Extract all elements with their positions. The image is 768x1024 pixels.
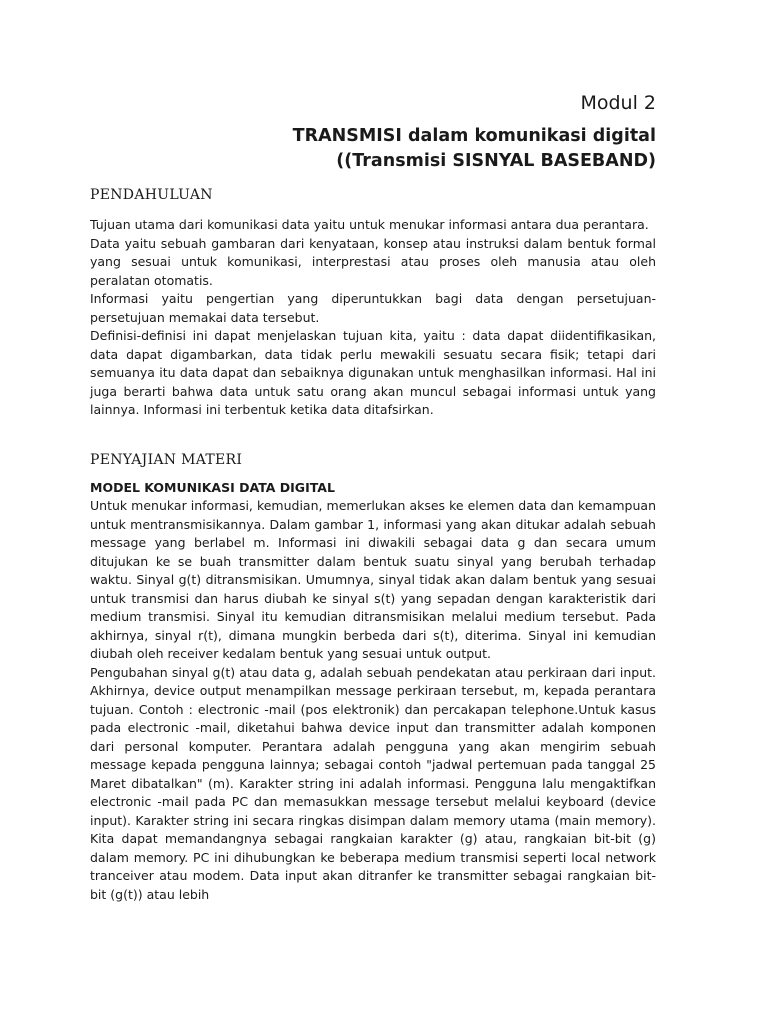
module-number: Modul 2 (580, 92, 656, 114)
section-heading-penyajian-materi: PENYAJIAN MATERI (90, 452, 243, 468)
title-line-2: ((Transmisi SISNYAL BASEBAND) (336, 151, 656, 171)
paragraph: Definisi-definisi ini dapat menjelaskan tujuan kita, yaitu : data dapat diidentifikasikan, data dapat digambarkan, data tidak perlu mewakili sesuatu secara fisik; tetapi dari semuanya itu data dapat dan sebaiknya digunakan untuk menghasilkan informasi. Hal ini juga berarti bahwa data untuk satu orang akan muncul sebagai informasi untuk yang lainnya. Informasi ini terbentuk ketika data ditafsirkan. (90, 328, 656, 417)
paragraph: Informasi yaitu pengertian yang diperuntukkan bagi data dengan persetujuan-persetujuan memakai data tersebut. (90, 291, 656, 325)
paragraph: Tujuan utama dari komunikasi data yaitu untuk menukar informasi antara dua perantara. (90, 217, 649, 232)
paragraph: Untuk menukar informasi, kemudian, memerlukan akses ke elemen data dan kemampuan untuk mentransmisikannya. Dalam gambar 1, informasi yang akan ditukar adalah sebuah message yang berlabel m. Informasi ini diwakili sebagai data g dan secara umum ditujukan ke se buah transmitter dalam bentuk suatu sinyal yang berubah terhadap waktu. Sinyal g(t) ditransmisikan. Umumnya, sinyal tidak akan dalam bentuk yang sesuai untuk transmisi dan harus diubah ke sinyal s(t) yang sepadan dengan karakteristik dari medium transmisi. Sinyal itu kemudian ditransmisikan melalui medium tersebut. Pada akhirnya, sinyal r(t), dimana mungkin berbeda dari s(t), diterima. Sinyal ini kemudian diubah oleh receiver kedalam bentuk yang sesuai untuk output. (90, 498, 656, 661)
title-line-1: TRANSMISI dalam komunikasi digital (292, 126, 656, 146)
document-page (90, 0, 656, 1024)
subheading-model-komunikasi: MODEL KOMUNIKASI DATA DIGITAL (90, 480, 335, 495)
section-heading-pendahuluan: PENDAHULUAN (90, 187, 213, 203)
paragraph: Data yaitu sebuah gambaran dari kenyataan, konsep atau instruksi dalam bentuk formal yang sesuai untuk komunikasi, interprestasi atau proses oleh manusia atau oleh peralatan otomatis. (90, 235, 656, 288)
document-title (293, 124, 656, 174)
paragraph: Pengubahan sinyal g(t) atau data g, adalah sebuah pendekatan atau perkiraan dari input. Akhirnya, device output menampilkan message perkiraan tersebut, m, kepada perantara tujuan. Contoh : electronic -mail (pos elektronik) dan percakapan telephone.Untuk kasus pada electronic -mail, diketahui bahwa device input dan transmitter adalah komponen dari personal komputer. Perantara adalah pengguna yang akan mengirim sebuah message kepada pengguna lainnya; sebagai contoh "jadwal pertemuan pada tanggal 25 Maret dibatalkan" (m). Karakter string ini adalah informasi. Pengguna lalu mengaktifkan electronic -mail pada PC dan memasukkan message tersebut melalui keyboard (device input). Karakter string ini secara ringkas disimpan dalam memory utama (main memory). Kita dapat memandangnya sebagai rangkaian karakter (g) atau, rangkaian bit-bit (g) dalam memory. PC ini dihubungkan ke beberapa medium transmisi seperti local network tranceiver atau modem. Data input akan ditranfer ke transmitter sebagai rangkaian bit-bit (g(t)) atau lebih (90, 664, 656, 902)
penyajian-body (90, 497, 656, 904)
pendahuluan-body (90, 216, 656, 420)
